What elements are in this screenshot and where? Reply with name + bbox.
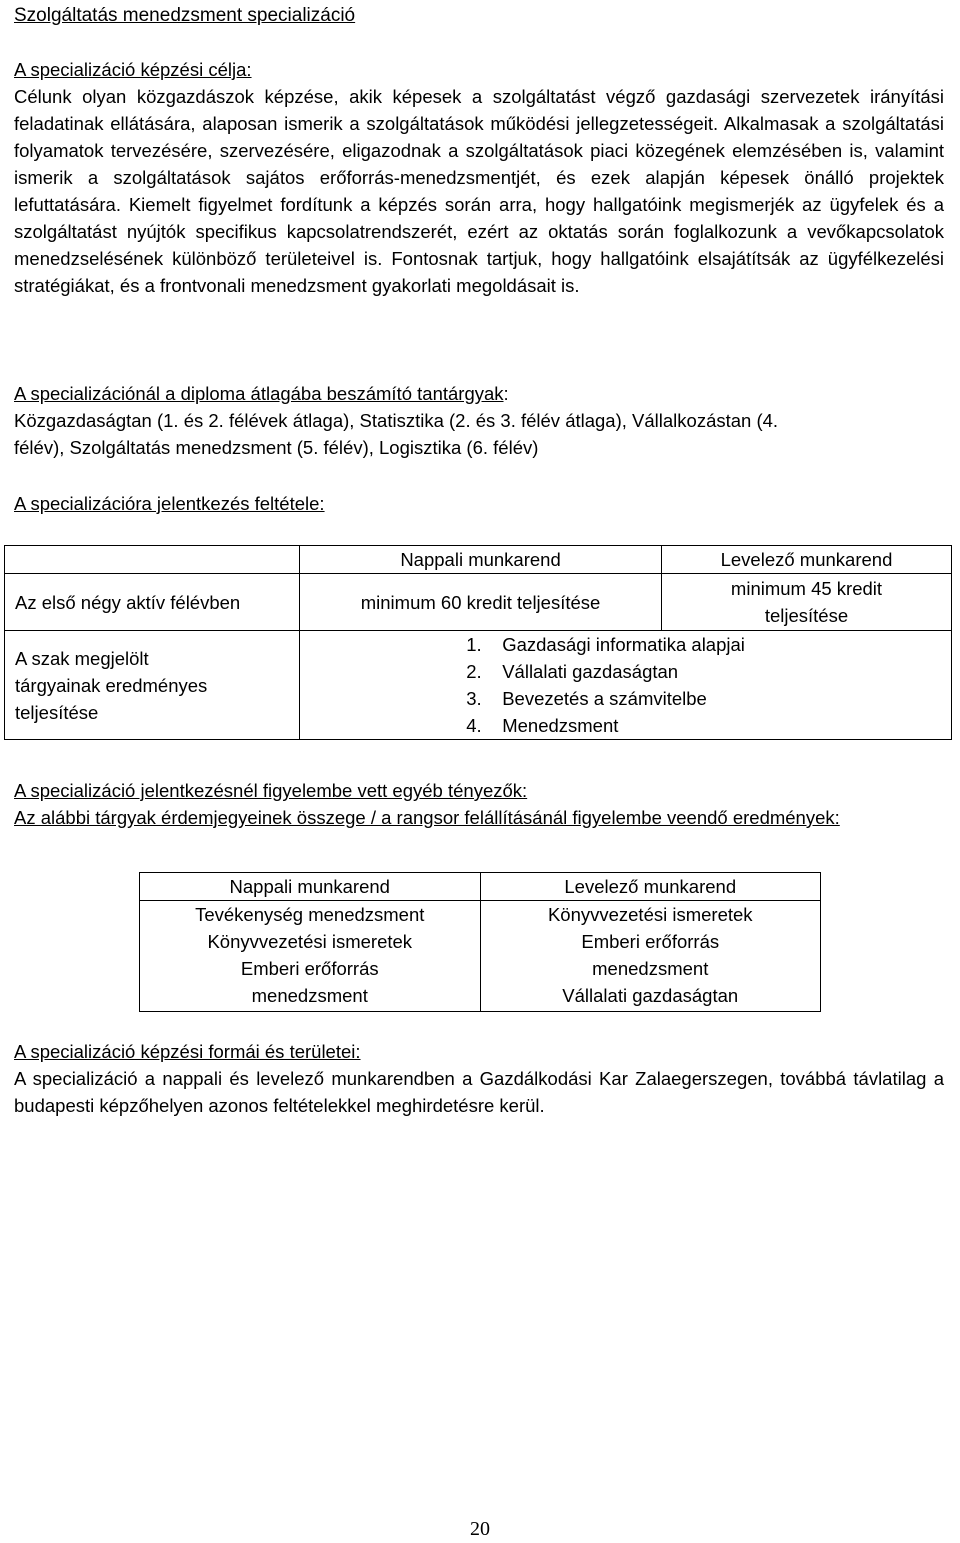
list-text: Menedzsment — [502, 715, 619, 736]
required-subjects-cell — [300, 631, 952, 740]
diploma-subjects-line-2: félév), Szolgáltatás menedzsment (5. félév), Logisztika (6. félév) — [14, 437, 539, 458]
list-number: 4. — [466, 715, 482, 736]
nappali-subjects — [140, 901, 481, 1012]
other-factors-subheading: Az alábbi tárgyak érdemjegyeinek összege / a rangsor felállításánál figyelembe veendő eredmények: — [14, 807, 840, 828]
application-heading: A specializációra jelentkezés feltétele: — [14, 493, 325, 514]
subject-line: menedzsment — [251, 985, 368, 1006]
table-row — [5, 631, 952, 740]
other-factors-heading: A specializáció jelentkezésnél figyelembe vett egyéb tényezők: — [14, 780, 528, 801]
application-section — [14, 490, 944, 517]
document-title: Szolgáltatás menedzsment specializáció — [14, 5, 356, 26]
table-row — [140, 873, 821, 901]
list-item — [466, 658, 745, 685]
levelezo-credits-line: minimum 45 kredit — [730, 578, 883, 599]
subject-line: Emberi erőforrás — [240, 958, 379, 979]
diploma-subjects-line-1: Közgazdaságtan (1. és 2. félévek átlaga), Statisztika (2. és 3. félév átlaga), Vállalkozástan (4. — [14, 410, 779, 431]
list-number: 1. — [466, 634, 482, 655]
list-number: 2. — [466, 661, 482, 682]
list-item — [466, 712, 745, 739]
table-row — [5, 574, 952, 631]
row-label-line: A szak megjelölt — [15, 647, 149, 669]
header-nappali: Nappali munkarend — [140, 873, 481, 901]
diploma-section — [14, 380, 944, 461]
ranking-subjects-table — [139, 872, 821, 1012]
diploma-heading-line — [14, 380, 944, 407]
diploma-heading: A specializációnál a diploma átlagába beszámító tantárgyak — [14, 383, 504, 404]
row-label-line: tárgyainak eredményes — [15, 674, 208, 696]
application-requirements-table — [4, 545, 952, 740]
levelezo-credits-line: teljesítése — [764, 605, 849, 626]
list-item — [466, 685, 745, 712]
list-text: Bevezetés a számvitelbe — [502, 688, 707, 709]
row-label-credits: Az első négy aktív félévben — [5, 574, 300, 631]
forms-heading: A specializáció képzési formái és területei: — [14, 1041, 361, 1062]
subject-line: Tevékenység menedzsment — [195, 904, 425, 925]
subject-line: Könyvvezetési ismeretek — [547, 904, 753, 925]
table-row — [5, 546, 952, 574]
subject-line: menedzsment — [592, 958, 709, 979]
subject-line: Emberi erőforrás — [581, 931, 720, 952]
levelezo-credits — [661, 574, 951, 631]
row-label-line: teljesítése — [15, 701, 99, 723]
row-label-subjects — [5, 631, 300, 740]
list-item — [466, 631, 745, 658]
forms-text: A specializáció a nappali és levelező munkarendben a Gazdálkodási Kar Zalaegerszegen, továbbá távlatilag a budapesti képzőhelyen azonos feltételekkel meghirdetésre kerül. — [14, 1068, 944, 1116]
goal-heading: A specializáció képzési célja: — [14, 59, 252, 80]
forms-section — [14, 1038, 944, 1119]
list-text: Vállalati gazdaságtan — [502, 661, 679, 682]
required-subjects-list — [466, 631, 745, 739]
list-number: 3. — [466, 688, 482, 709]
table-cell-empty — [5, 546, 300, 574]
levelezo-subjects — [480, 901, 821, 1012]
diploma-heading-colon: : — [503, 383, 509, 404]
goal-text: Célunk olyan közgazdászok képzése, akik képesek a szolgáltatást végző gazdasági szervezetek irányítási feladatinak ellátására, alaposan ismerik a szolgáltatások működési jellegzetességeit. Alkalmasak a szolgáltatási folyamatok tervezésére, szervezésére, eligazodnak a szolgáltatások piaci közegének elemzésében is, valamint ismerik a szolgáltatások sajátos erőforrás-menedzsmentjét, és ezek alapján képesek önálló projektek lefuttatására. Kiemelt figyelmet fordítunk a képzés során arra, hogy hallgatóink megismerjék az ügyfelek és a szolgáltatást nyújtók specifikus kapcsolatrendszerét, ezért az oktatás során foglalkozunk a vevőkapcsolatok menedzselésének különböző területeivel is. Fontosnak tartjuk, hogy hallgatóink elsajátítsák az ügyfélkezelési stratégiákat, és a frontvonali menedzsment gyakorlati megoldásait is. — [14, 86, 944, 296]
table-row — [140, 901, 821, 1012]
header-levelezo: Levelező munkarend — [480, 873, 821, 901]
subject-line: Könyvvezetési ismeretek — [207, 931, 413, 952]
subject-line: Vállalati gazdaságtan — [562, 985, 739, 1006]
list-text: Gazdasági informatika alapjai — [502, 634, 745, 655]
goal-section — [14, 56, 944, 299]
header-levelezo: Levelező munkarend — [661, 546, 951, 574]
header-nappali: Nappali munkarend — [300, 546, 662, 574]
nappali-credits: minimum 60 kredit teljesítése — [300, 574, 662, 631]
other-factors-section — [14, 777, 944, 831]
page-number: 20 — [470, 1518, 490, 1540]
